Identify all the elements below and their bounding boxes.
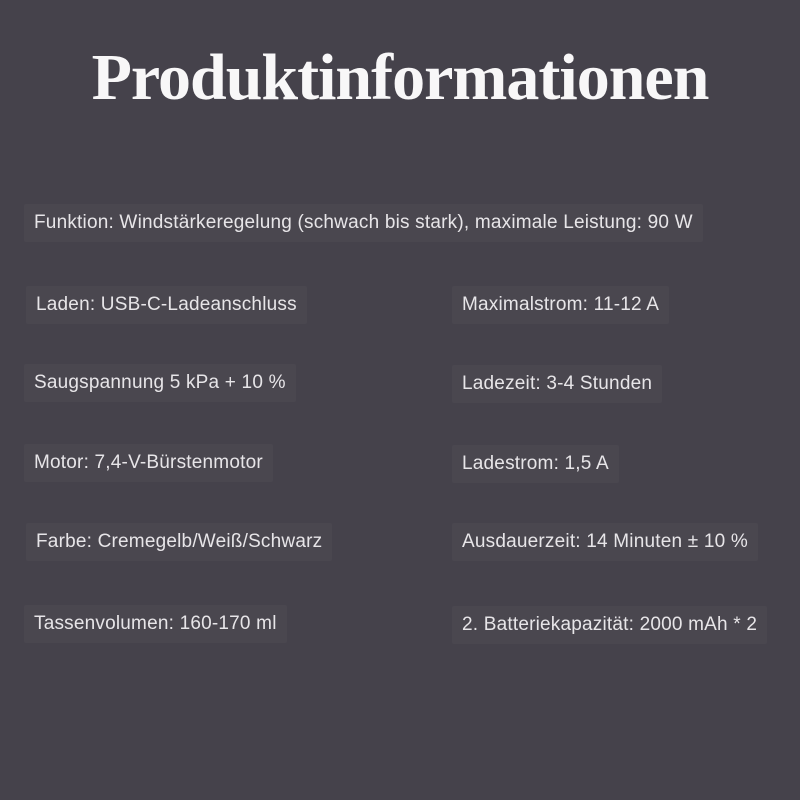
- spec-ladezeit: Ladezeit: 3-4 Stunden: [452, 365, 662, 403]
- spec-batteriekapazitaet: 2. Batteriekapazität: 2000 mAh * 2: [452, 606, 767, 644]
- spec-motor: Motor: 7,4-V-Bürstenmotor: [24, 444, 273, 482]
- spec-laden: Laden: USB-C-Ladeanschluss: [26, 286, 307, 324]
- page-title: Produktinformationen: [91, 41, 709, 114]
- spec-saugspannung: Saugspannung 5 kPa + 10 %: [24, 364, 296, 402]
- spec-tassenvolumen: Tassenvolumen: 160-170 ml: [24, 605, 287, 643]
- spec-ausdauerzeit: Ausdauerzeit: 14 Minuten ± 10 %: [452, 523, 758, 561]
- spec-funktion: Funktion: Windstärkeregelung (schwach bis stark), maximale Leistung: 90 W: [24, 204, 703, 242]
- spec-maximalstrom: Maximalstrom: 11-12 A: [452, 286, 669, 324]
- spec-farbe: Farbe: Cremegelb/Weiß/Schwarz: [26, 523, 332, 561]
- spec-ladestrom: Ladestrom: 1,5 A: [452, 445, 619, 483]
